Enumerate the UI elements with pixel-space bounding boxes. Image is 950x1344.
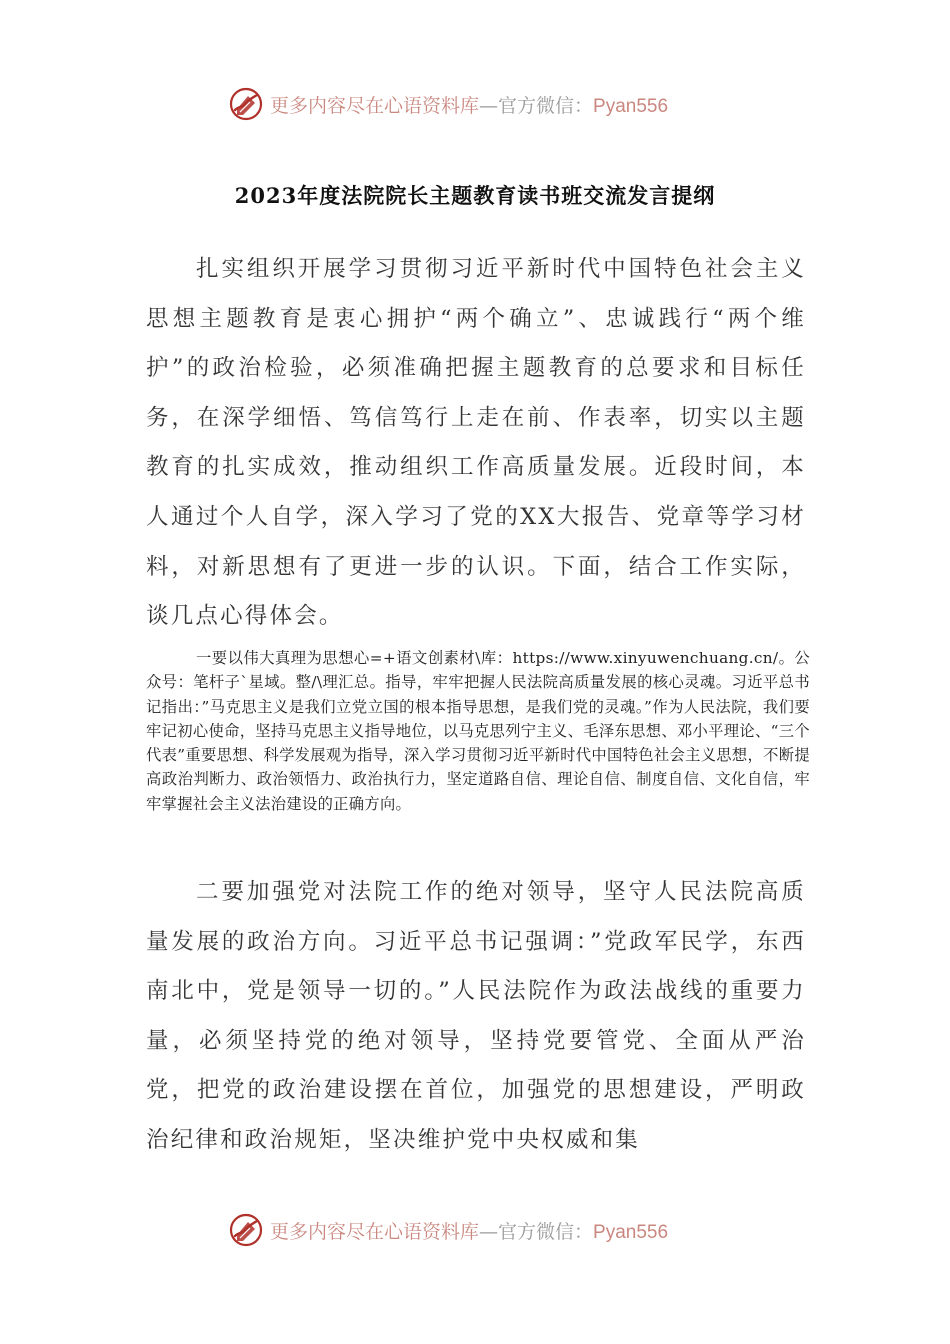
paragraph-point-two: 二要加强党对法院工作的绝对领导，坚守人民法院高质量发展的政治方向。习近平总书记强调：”党政军民学，东西南北中，党是领导一切的。”人民法院作为政法战线的重要力量，必须坚持党的绝对领导，坚持党要管党、全面从严治党，把党的政治建设摆在首位，加强党的思想建设，严明政治纪律和政治规矩，坚决维护党中央权威和集 <box>146 879 806 1153</box>
header-banner <box>228 84 748 124</box>
banner-separator-text: —官方微信： <box>479 1220 594 1243</box>
banner-text <box>270 91 668 118</box>
pen-logo-icon <box>228 86 264 122</box>
banner-main-text: 更多内容尽在心语资料库 <box>270 1220 480 1243</box>
banner-main-text: 更多内容尽在心语资料库 <box>270 94 480 117</box>
banner-wechat-id: Pyan556 <box>593 1221 669 1243</box>
footer-banner <box>228 1210 748 1250</box>
paragraph-point-one: 一要以伟大真理为思想心=+语文创素材\库：https://www.xinyuwenchuang.cn/。公众号：笔杆子`星域。整/\理汇总。指导，牢牢把握人民法院高质量发展的核心灵魂。习近平总书记指出：”马克思主义是我们立党立国的根本指导思想，是我们党的灵魂。”作为人民法院，我们要牢记初心使命，坚持马克思主义指导地位，以马克思列宁主义、毛泽东思想、邓小平理论、“三个代表”重要思想、科学发展观为指导，深入学习贯彻习近平新时代中国特色社会主义思想，不断提高政治判断力、政治领悟力、政治执行力，坚定道路自信、理论自信、制度自信、文化自信，牢牢掌握社会主义法治建设的正确方向。 <box>146 649 810 813</box>
banner-text <box>270 1217 668 1244</box>
pen-logo-icon <box>228 1212 264 1248</box>
banner-wechat-id: Pyan556 <box>593 95 669 117</box>
document-title: 2023年度法院院长主题教育读书班交流发言提纲 <box>234 183 716 208</box>
banner-separator-text: —官方微信： <box>479 94 594 117</box>
paragraph-intro: 扎实组织开展学习贯彻习近平新时代中国特色社会主义思想主题教育是衷心拥护“两个确立”、忠诚践行“两个维护”的政治检验，必须准确把握主题教育的总要求和目标任务，在深学细悟、笃信笃行上走在前、作表率，切实以主题教育的扎实成效，推动组织工作高质量发展。近段时间，本人通过个人自学，深入学习了党的XX大报告、党章等学习材料，对新思想有了更进一步的认识。下面，结合工作实际，谈几点心得体会。 <box>146 256 806 630</box>
